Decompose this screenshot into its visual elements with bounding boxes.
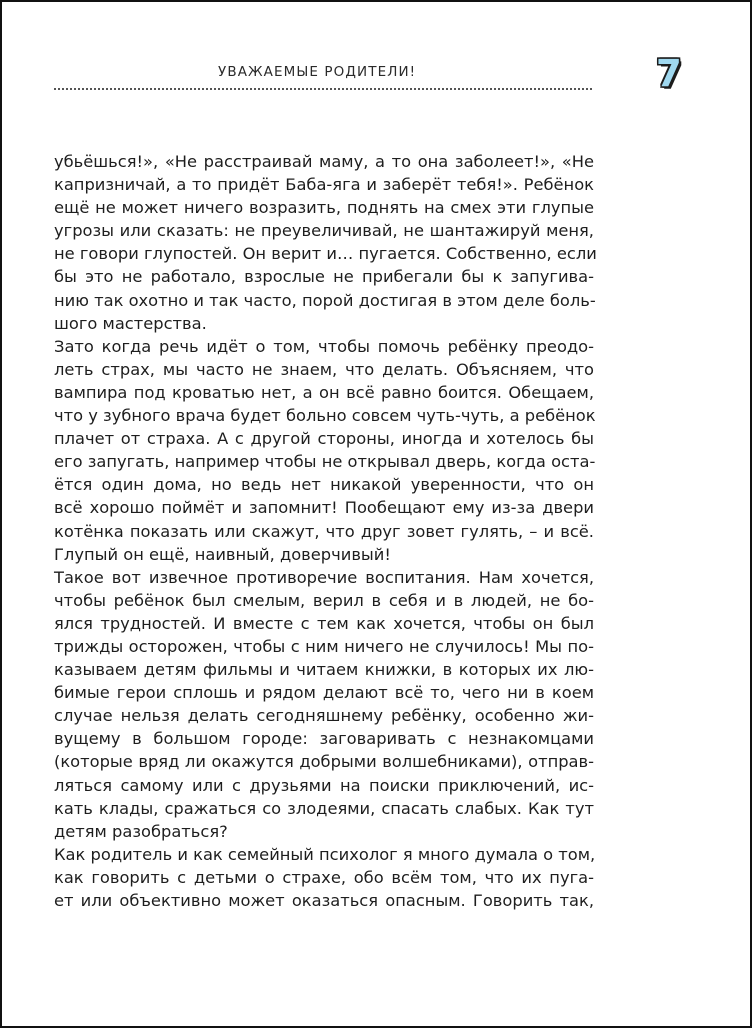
text-line: всё хорошо поймёт и запомнит! Пообещают ему из-за двери — [54, 498, 594, 518]
text-line: бимые герои сплошь и рядом делают всё то, чего ни в коем — [54, 683, 594, 703]
text-line: вущему в большом городе: заговаривать с незнакомцами — [54, 729, 594, 749]
text-line: убьёшься!», «Не расстраивай маму, а то она заболеет!», «Не — [54, 152, 594, 171]
text-line: леть страх, мы часто не знаем, что делать. Объясняем, что — [54, 359, 594, 379]
text-line: бы это не работало, взрослые не прибегали бы к запугива- — [54, 267, 594, 287]
text-line: котёнка показать или скажут, что друг зовет гулять, – и всё. — [54, 521, 594, 541]
text-line: капризничай, а то придёт Баба-яга и заберёт тебя!». Ребёнок — [54, 175, 594, 195]
running-title: УВАЖАЕМЫЕ РОДИТЕЛИ! — [218, 64, 417, 80]
text-line: ещё не может ничего возразить, поднять на смех эти глупые — [54, 198, 594, 218]
text-line: не говори глупостей. Он верит и… пугается. Собственно, если — [54, 244, 597, 264]
text-line: ляться самому или с друзьями на поиски приключений, ис- — [54, 775, 594, 795]
text-line: шого мастерства. — [54, 313, 207, 333]
header-dotted-rule — [54, 88, 592, 90]
text-line: (которые вряд ли окажутся добрыми волшебниками), отправ- — [54, 752, 594, 772]
text-line: как говорить с детьми о страхе, обо всём том, что их пуга- — [54, 867, 594, 887]
text-line: угрозы или сказать: не преувеличивай, не шантажируй меня, — [54, 221, 594, 241]
text-line: трижды осторожен, чтобы с ним ничего не случилось! Мы по- — [54, 636, 594, 656]
text-line: чтобы ребёнок был смелым, верил в себя и в людей, не бо- — [54, 590, 594, 610]
page-number: 7 — [656, 52, 682, 95]
text-line: что у зубного врача будет больно совсем чуть-чуть, а ребёнок — [54, 406, 596, 426]
text-line: ялся трудностей. И вместе с тем как хочется, чтобы он был — [54, 613, 594, 633]
text-line: кать клады, сражаться со злодеями, спасать слабых. Как тут — [54, 798, 594, 818]
body-text — [54, 150, 597, 912]
text-line: Как родитель и как семейный психолог я много думала о том, — [54, 844, 596, 864]
text-line: Глупый он ещё, наивный, доверчивый! — [54, 544, 391, 564]
text-line: казываем детям фильмы и читаем книжки, в которых их лю- — [54, 660, 594, 680]
text-line: плачет от страха. А с другой стороны, иногда и хотелось бы — [54, 429, 594, 449]
text-line: случае нельзя делать сегодняшнему ребёнку, особенно жи- — [54, 706, 594, 726]
text-line: ётся один дома, но ведь нет никакой уверенности, что он — [54, 475, 594, 495]
text-line: ет или объективно может оказаться опасным. Говорить так, — [54, 891, 594, 910]
text-line: вампира под кроватью нет, а он всё равно боится. Обещаем, — [54, 382, 594, 402]
text-line: нию так охотно и так часто, порой достигая в этом деле боль- — [54, 290, 596, 310]
text-line: Такое вот извечное противоречие воспитания. Нам хочется, — [54, 567, 594, 587]
text-line: детям разобраться? — [54, 821, 228, 841]
text-line: Зато когда речь идёт о том, чтобы помочь ребёнку преодо- — [54, 336, 594, 356]
text-line: его запугать, например чтобы не открывал дверь, когда оста- — [54, 452, 596, 472]
